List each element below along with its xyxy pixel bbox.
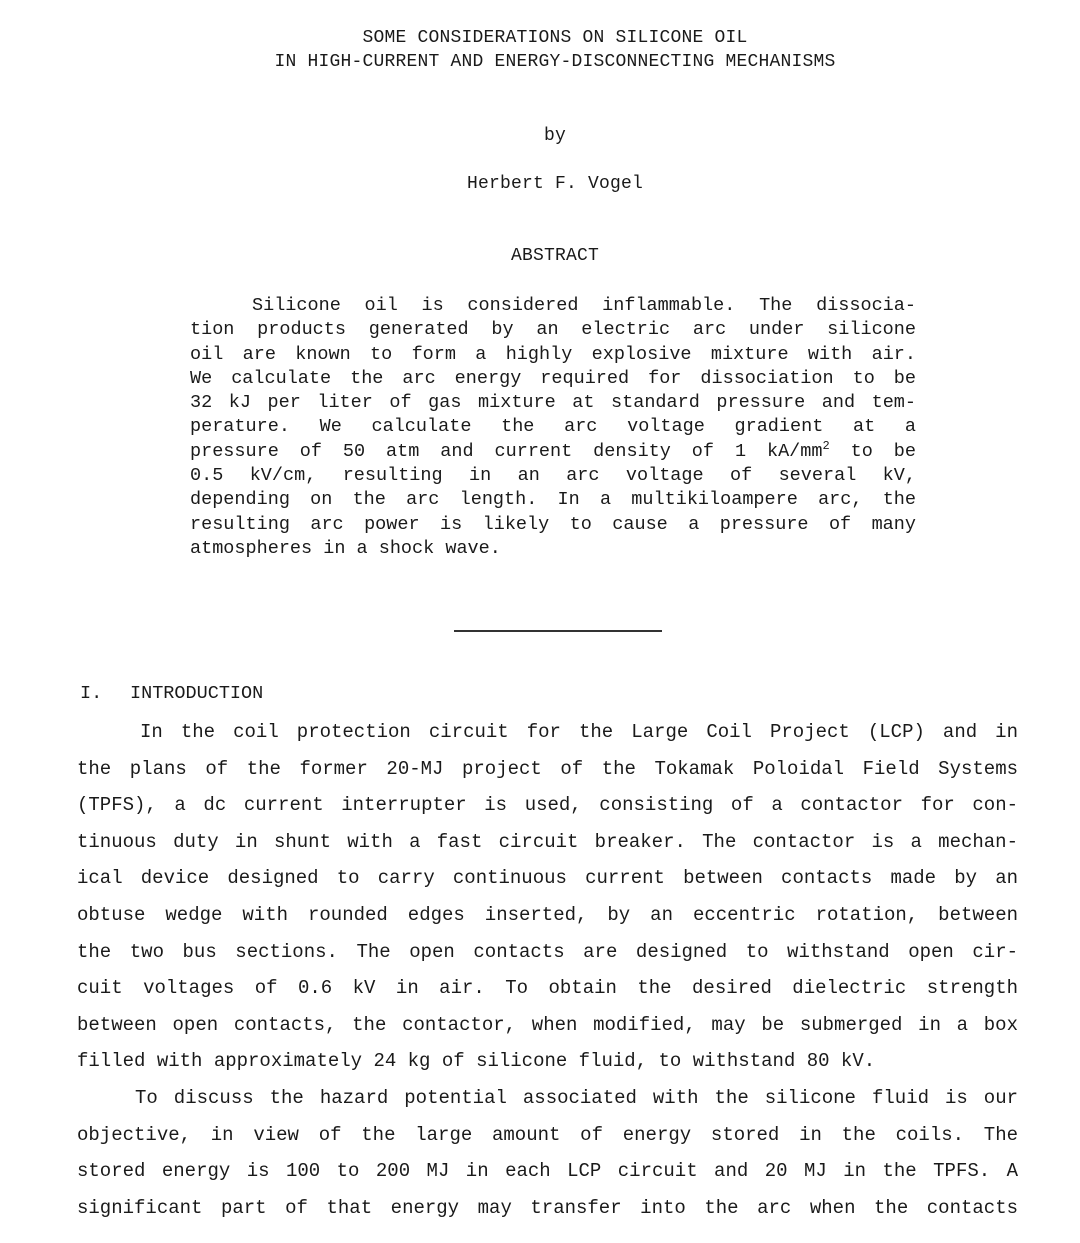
body-line: To discuss the hazard potential associated with the silicone fluid is our [135,1087,1018,1109]
abstract-line: resulting arc power is likely to cause a pressure of many [190,513,916,535]
paragraph-2 [77,1084,1018,1230]
body-line: obtuse wedge with rounded edges inserted, by an eccentric rotation, between [77,903,1018,926]
abstract-line: depending on the arc length. In a multikiloampere arc, the [190,489,916,511]
body-line: significant part of that energy may transfer into the arc when the contacts [77,1196,1018,1219]
abstract-heading: ABSTRACT [510,246,599,266]
abstract-line-with-superscript [190,440,916,464]
abstract-line: Silicone oil is considered inflammable. The dissocia- [252,295,916,316]
abstract-line: tion products generated by an electric arc under silicone [190,319,916,341]
abstract-line: perature. We calculate the arc voltage gradient at a [190,416,916,438]
abstract-line-7-text: pressure of 50 atm and current density of 1 kA/mm [190,440,823,462]
body-line: filled with approximately 24 kg of silicone fluid, to withstand 80 kV. [77,1050,876,1073]
abstract-line: 0.5 kV/cm, resulting in an arc voltage of several kV, [190,465,916,487]
body-line: objective, in view of the large amount of energy stored in the coils. The [77,1123,1018,1146]
body-line: stored energy is 100 to 200 MJ in each LCP circuit and 20 MJ in the TPFS. A [77,1160,1018,1183]
body-line: the two bus sections. The open contacts are designed to withstand open cir- [77,940,1018,963]
abstract-line-7-tail: to be [829,440,916,462]
section-divider [454,630,662,632]
superscript-2: 2 [822,438,830,453]
title-line-2: IN HIGH-CURRENT AND ENERGY-DISCONNECTING MECHANISMS [274,52,836,72]
abstract-line: oil are known to form a highly explosive mixture with air. [190,343,916,365]
body-line: tinuous duty in shunt with a fast circuit breaker. The contactor is a mechan- [77,830,1018,853]
byline-by: by [543,126,566,146]
abstract-line: We calculate the arc energy required for dissociation to be [190,367,916,389]
body-line: cuit voltages of 0.6 kV in air. To obtain the desired dielectric strength [77,977,1018,1000]
body-line: between open contacts, the contactor, when modified, may be submerged in a box [77,1013,1018,1036]
abstract-body [190,294,916,561]
section-heading [80,683,263,704]
body-line: (TPFS), a dc current interrupter is used, consisting of a contactor for con- [77,794,1018,817]
author-name: Herbert F. Vogel [466,174,644,194]
abstract-line: atmospheres in a shock wave. [190,537,501,559]
title-line-1: SOME CONSIDERATIONS ON SILICONE OIL [362,28,748,48]
section-number: I. [80,683,103,704]
abstract-line: 32 kJ per liter of gas mixture at standard pressure and tem- [190,392,916,414]
body-line: ical device designed to carry continuous current between contacts made by an [77,867,1018,890]
section-title: INTRODUCTION [130,683,264,704]
body-line: In the coil protection circuit for the Large Coil Project (LCP) and in [140,721,1018,743]
body-line: the plans of the former 20-MJ project of the Tokamak Poloidal Field Systems [77,757,1018,780]
paragraph-1 [77,718,1018,1084]
